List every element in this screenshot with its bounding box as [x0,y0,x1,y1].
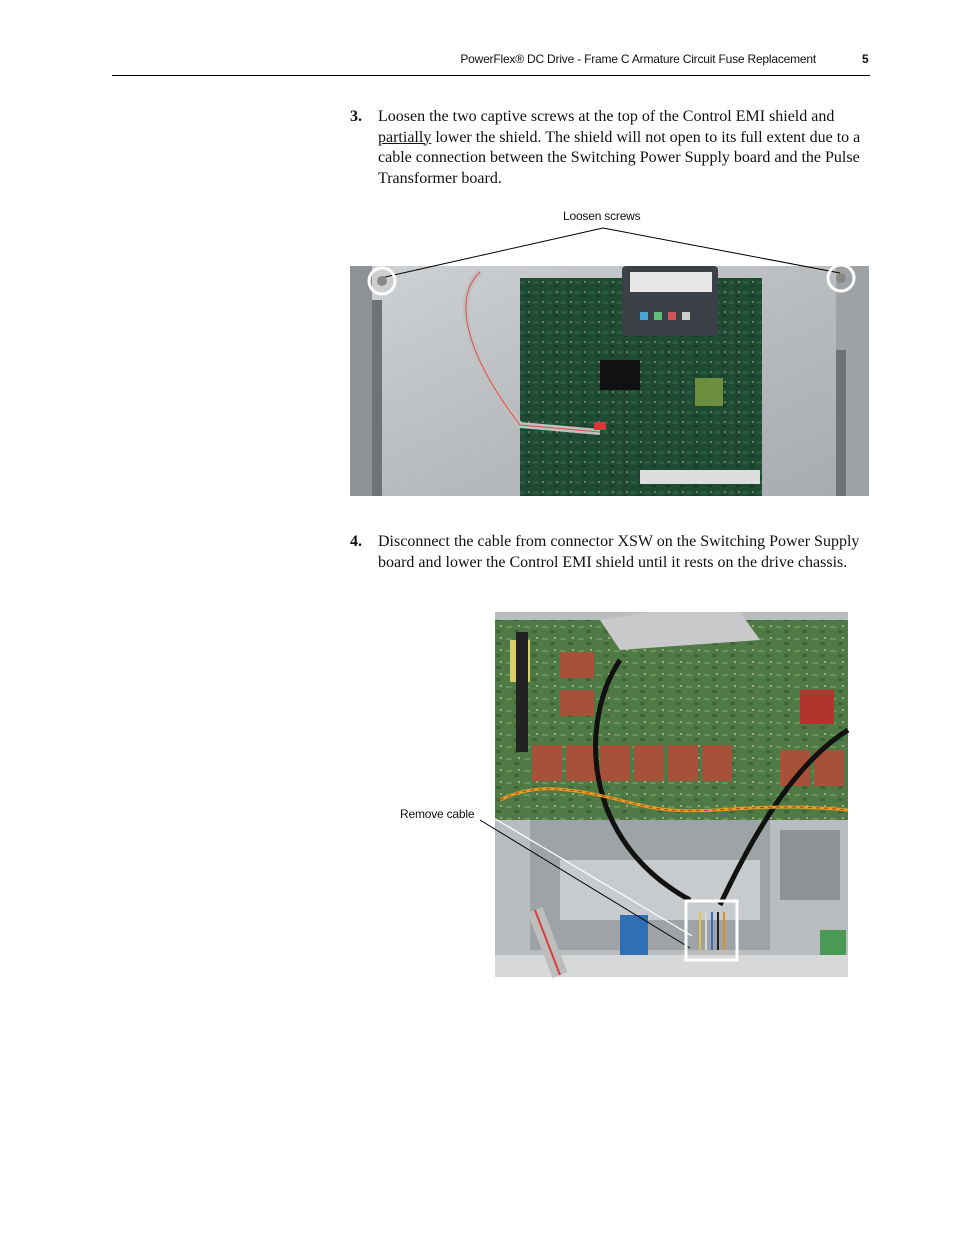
page-number: 5 [862,52,869,66]
step-3-text: Loosen the two captive screws at the top of the Control EMI shield and partially lower the shield. The shield will not open to its full extent due to a cable connection between the Switching Power Supply board and the Pulse Transformer board. [378,108,861,187]
step-3-emphasis: partially [378,128,432,146]
callout-loosen-screws: Loosen screws [563,209,641,223]
figure-1-image [350,266,869,496]
step-4-text: Disconnect the cable from connector XSW on the Switching Power Supply board and lower the Control EMI shield until it rests on the drive chassis. [378,533,860,571]
callout-remove-cable: Remove cable [400,807,475,821]
step-4 [350,532,872,573]
step-3-number: 3. [350,108,362,125]
running-header-title: PowerFlex® DC Drive - Frame C Armature Circuit Fuse Replacement [460,52,816,66]
step-4-number: 4. [350,533,362,550]
